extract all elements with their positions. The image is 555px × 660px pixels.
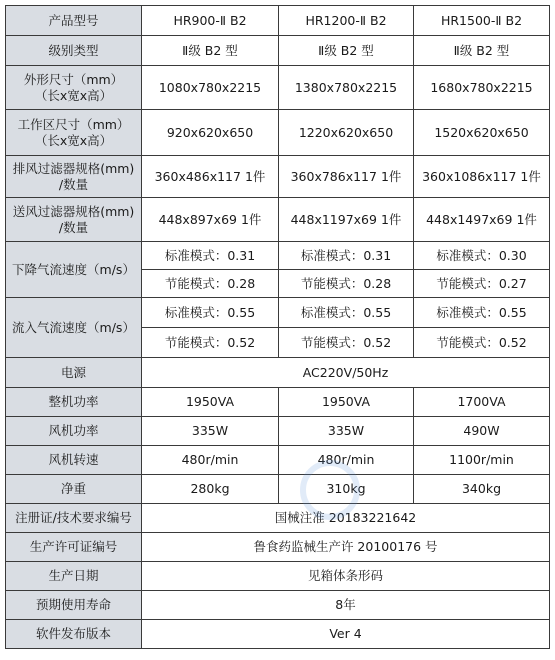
fan-speed-row [6,446,550,475]
work-size-label [6,110,142,156]
level-row [6,36,550,66]
downflow-standard-value: 标准模式：0.30 [414,242,550,270]
inflow-standard-value: 标准模式：0.55 [142,298,279,328]
power-supply-value: AC220V/50Hz [142,358,550,388]
total-power-value: 1700VA [414,388,550,417]
inflow-eco-value: 节能模式：0.52 [414,328,550,358]
spec-table [5,5,550,649]
registration-value: 国械注准 20183221642 [142,504,550,533]
supply-filter-label [6,198,142,242]
level-value: Ⅱ级 B2 型 [414,36,550,66]
net-weight-value: 340kg [414,475,550,504]
production-date-value: 见箱体条形码 [142,562,550,591]
exhaust-filter-value: 360x1086x117 1件 [414,156,550,198]
service-life-label: 预期使用寿命 [6,591,142,620]
net-weight-label: 净重 [6,475,142,504]
total-power-value: 1950VA [142,388,279,417]
power-supply-label: 电源 [6,358,142,388]
fan-speed-label: 风机转速 [6,446,142,475]
downflow-eco-value: 节能模式：0.27 [414,270,550,298]
inflow-standard-row [6,298,550,328]
production-date-row [6,562,550,591]
software-version-row [6,620,550,649]
fan-speed-value: 1100r/min [414,446,550,475]
downflow-standard-row [6,242,550,270]
downflow-eco-value: 节能模式：0.28 [279,270,414,298]
fan-power-value: 490W [414,417,550,446]
production-license-value: 鲁食药监械生产许 20100176 号 [142,533,550,562]
downflow-standard-value: 标准模式：0.31 [279,242,414,270]
downflow-eco-value: 节能模式：0.28 [142,270,279,298]
net-weight-row [6,475,550,504]
model-hr900: HR900-Ⅱ B2 [142,6,279,36]
total-power-label: 整机功率 [6,388,142,417]
model-hr1200: HR1200-Ⅱ B2 [279,6,414,36]
level-label: 级别类型 [6,36,142,66]
outer-size-label-line2: （长x宽x高） [34,87,113,103]
work-size-label-line1: 工作区尺寸（mm） [17,116,130,132]
production-date-label: 生产日期 [6,562,142,591]
exhaust-filter-value: 360x486x117 1件 [142,156,279,198]
inflow-standard-value: 标准模式：0.55 [414,298,550,328]
inflow-eco-value: 节能模式：0.52 [279,328,414,358]
supply-filter-label-line2: /数量 [58,219,89,235]
work-size-label-line2: （长x宽x高） [34,132,113,148]
model-hr1500: HR1500-Ⅱ B2 [414,6,550,36]
model-label: 产品型号 [6,6,142,36]
fan-power-value: 335W [279,417,414,446]
production-license-label: 生产许可证编号 [6,533,142,562]
model-row [6,6,550,36]
exhaust-filter-value: 360x786x117 1件 [279,156,414,198]
net-weight-value: 280kg [142,475,279,504]
outer-size-value: 1680x780x2215 [414,66,550,110]
registration-row [6,504,550,533]
fan-power-row [6,417,550,446]
service-life-row [6,591,550,620]
work-size-value: 1220x620x650 [279,110,414,156]
software-version-label: 软件发布版本 [6,620,142,649]
supply-filter-value: 448x897x69 1件 [142,198,279,242]
production-license-row [6,533,550,562]
fan-speed-value: 480r/min [142,446,279,475]
total-power-row [6,388,550,417]
service-life-value: 8年 [142,591,550,620]
fan-power-label: 风机功率 [6,417,142,446]
work-size-value: 1520x620x650 [414,110,550,156]
exhaust-filter-label [6,156,142,198]
exhaust-filter-label-line1: 排风过滤器规格(mm) [12,160,135,176]
software-version-value: Ver 4 [142,620,550,649]
outer-size-value: 1080x780x2215 [142,66,279,110]
net-weight-value: 310kg [279,475,414,504]
downflow-label: 下降气流速度（m/s） [6,242,142,298]
power-supply-row [6,358,550,388]
inflow-standard-value: 标准模式：0.55 [279,298,414,328]
work-size-row [6,110,550,156]
outer-size-value: 1380x780x2215 [279,66,414,110]
supply-filter-value: 448x1497x69 1件 [414,198,550,242]
downflow-standard-value: 标准模式：0.31 [142,242,279,270]
inflow-eco-value: 节能模式：0.52 [142,328,279,358]
work-size-value: 920x620x650 [142,110,279,156]
level-value: Ⅱ级 B2 型 [142,36,279,66]
outer-size-row [6,66,550,110]
fan-power-value: 335W [142,417,279,446]
outer-size-label-line1: 外形尺寸（mm） [23,71,124,87]
registration-label: 注册证/技术要求编号 [6,504,142,533]
total-power-value: 1950VA [279,388,414,417]
fan-speed-value: 480r/min [279,446,414,475]
level-value: Ⅱ级 B2 型 [279,36,414,66]
supply-filter-row [6,198,550,242]
supply-filter-label-line1: 送风过滤器规格(mm) [12,203,135,219]
exhaust-filter-row [6,156,550,198]
exhaust-filter-label-line2: /数量 [58,176,89,192]
inflow-label: 流入气流速度（m/s） [6,298,142,358]
supply-filter-value: 448x1197x69 1件 [279,198,414,242]
outer-size-label [6,66,142,110]
